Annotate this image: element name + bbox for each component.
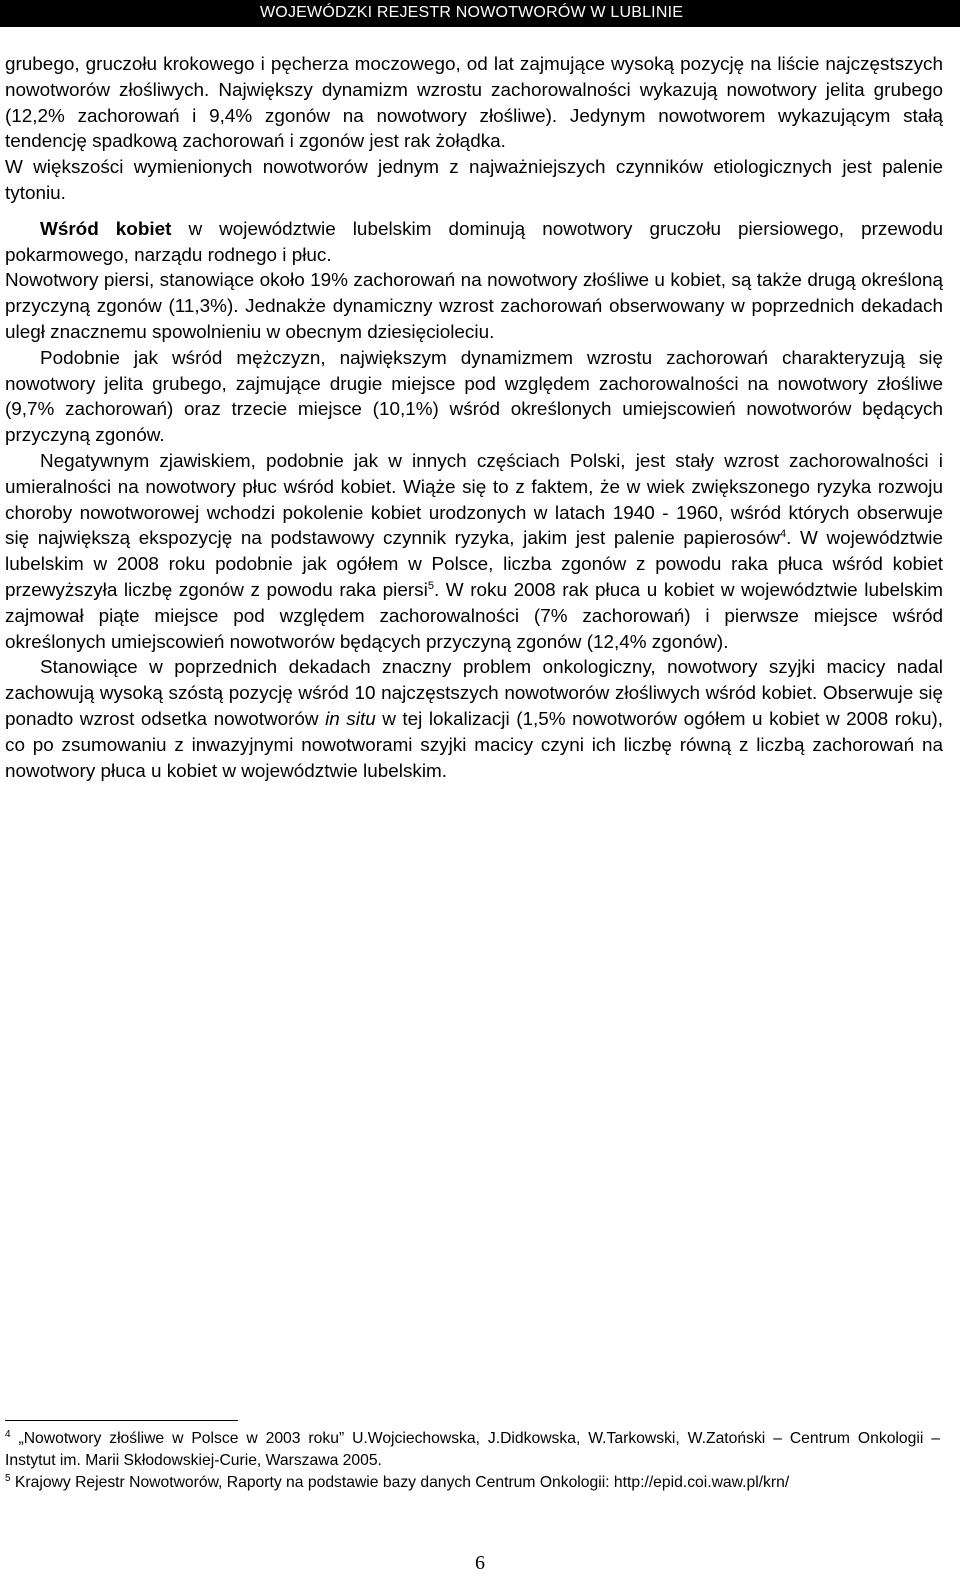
paragraph-1: grubego, gruczołu krokowego i pęcherza moczowego, od lat zajmujące wysoką pozycję na liście najczęstszych nowotworów złośliwych. Największy dynamizm wzrostu zachorowalności wykazują nowotwory jelita grubego (12,2% zachorowań i 9,4% zgonów na nowotwory złośliwe). Jedynym nowotworem wykazującym stałą tendencję spadkową zachorowań i zgonów jest rak żołądka.: [5, 54, 943, 153]
paragraph-3-bold: Wśród kobiet: [40, 218, 172, 240]
document-body: [5, 52, 943, 784]
paragraph-7-italic: in situ: [325, 708, 376, 730]
paragraph-7-text-a: Stanowiące w poprzednich dekadach znaczny problem onkologiczny, nowotwory szyjki macicy nadal zachowują wysoką szóstą pozycję wśród 10 najczęstszych nowotworów złośliwych wśród kobiet. Obserwuje się ponadto wzrost odsetka nowotworów: [5, 657, 943, 730]
paragraph-2: W większości wymienionych nowotworów jednym z najważniejszych czynników etiologicznych jest palenie tytoniu.: [5, 157, 943, 204]
footnote-ref-4: 4: [780, 528, 787, 541]
footnote-4-text: „Nowotwory złośliwe w Polsce w 2003 roku” U.Wojciechowska, J.Didkowska, W.Tarkowski, W.Zatoński – Centrum Onkologii – Instytut im. Marii Skłodowskiej-Curie, Warszawa 2005.: [5, 1430, 940, 1469]
page-number: 6: [475, 1552, 485, 1574]
footnote-ref-5: 5: [427, 579, 434, 592]
paragraph-5: Podobnie jak wśród mężczyzn, największym dynamizmem wzrostu zachorowań charakteryzują się nowotwory jelita grubego, zajmujące drugie miejsce pod względem zachorowalności na nowotwory złośliwe (9,7% zachorowań) oraz trzecie miejsce (10,1%) wśród określonych umiejscowień nowotworów będących przyczyną zgonów.: [5, 347, 943, 447]
paragraph-6: [5, 449, 943, 655]
footnote-5-number: 5: [5, 1473, 11, 1484]
footnotes: [5, 1428, 940, 1494]
paragraph-6-text-c: . W roku 2008 rak płuca u kobiet w województwie lubelskim zajmował piąte miejsce pod względem zachorowalności (7% zachorowań) i pierwsze miejsce wśród określonych umiejscowień nowotworów będących przyczyną zgonów (12,4% zgonów).: [5, 579, 944, 653]
paragraph-3-text: w województwie lubelskim dominują nowotwory gruczołu piersiowego, przewodu pokarmowego, narządu rodnego i płuc.: [5, 218, 943, 266]
paragraph-7: [5, 655, 943, 784]
footnote-5: [5, 1472, 940, 1494]
paragraph-6-text-b: . W województwie lubelskim w 2008 roku podobnie jak ogółem w Polsce, liczba zgonów z powodu raka płuca wśród kobiet przewyższyła liczbę zgonów z powodu raka piersi: [5, 528, 943, 601]
footnote-4: [5, 1428, 940, 1472]
footnote-5-text: Krajowy Rejestr Nowotworów, Raporty na podstawie bazy danych Centrum Onkologii: http://epid.coi.waw.pl/krn/: [10, 1474, 790, 1491]
paragraph-6-text-a: Negatywnym zjawiskiem, podobnie jak w innych częściach Polski, jest stały wzrost zachorowalności i umieralności na nowotwory płuc wśród kobiet. Wiąże się to z faktem, że w wiek zwiększonego ryzyka rozwoju choroby nowotworowej wchodzi pokolenie kobiet urodzonych w latach 1940 - 1960, wśród których obserwuje się największą ekspozycję na podstawowy czynnik ryzyka, jakim jest palenie papierosów: [5, 450, 943, 550]
paragraph-7-text-b: w tej lokalizacji (1,5% nowotworów ogółem u kobiet w 2008 roku), co po zsumowaniu z inwazyjnymi nowotworami szyjki macicy czyni ich liczbę równą z liczbą zachorowań na nowotwory płuca u kobiet w województwie lubelskim.: [5, 708, 943, 782]
footnote-4-number: 4: [5, 1429, 11, 1440]
header-title: WOJEWÓDZKI REJESTR NOWOTWORÓW W LUBLINIE: [260, 4, 684, 21]
paragraph-4: Nowotwory piersi, stanowiące około 19% zachorowań na nowotwory złośliwe u kobiet, są także drugą określoną przyczyną zgonów (11,3%). Jednakże dynamiczny wzrost zachorowań obserwowany w poprzednich dekadach uległ znacznemu spowolnieniu w obecnym dziesięcioleciu.: [5, 270, 943, 343]
running-header: [0, 0, 960, 27]
footnote-divider: [5, 1420, 238, 1421]
paragraph-3: [5, 217, 943, 269]
